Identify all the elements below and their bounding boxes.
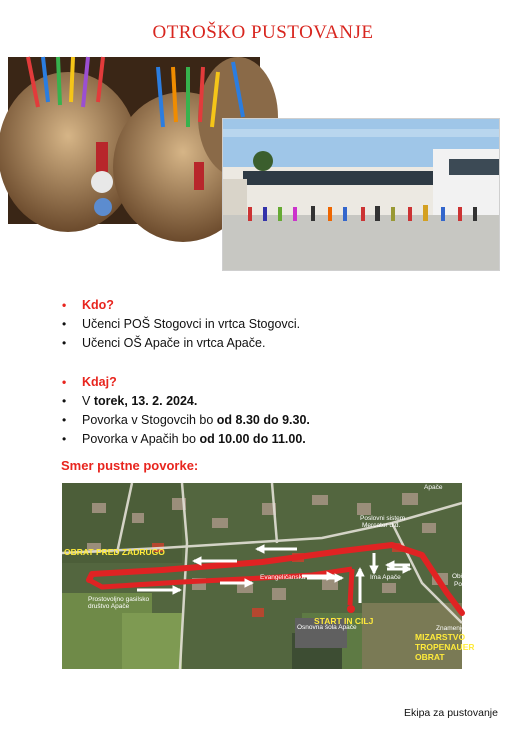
when-heading: Kdaj? bbox=[82, 375, 117, 389]
footer-signature: Ekipa za pustovanje bbox=[404, 707, 498, 719]
map-label-post: Pošta Apače bbox=[454, 581, 491, 588]
map-label-fire-dept: društvo Apače bbox=[88, 603, 130, 610]
bullet-icon: • bbox=[62, 394, 67, 408]
map-label-street: Apače bbox=[424, 484, 443, 491]
stogovci-time: od 8.30 do 9.30. bbox=[216, 413, 310, 427]
start-finish-label: START IN CILJ bbox=[314, 616, 374, 626]
date-prefix: V bbox=[82, 394, 94, 408]
map-label-church: Evangeličanska bbox=[260, 574, 306, 581]
stogovci-prefix: Povorka v Stogovcih bo bbox=[82, 413, 217, 427]
bullet-icon: • bbox=[62, 432, 67, 446]
when-section bbox=[62, 373, 310, 449]
who-item: Učenci POŠ Stogovci in vrtca Stogovci. bbox=[82, 317, 301, 331]
mizarstvo-label: MIZARSTVO bbox=[415, 632, 466, 642]
list-item bbox=[62, 392, 310, 411]
map-label-fire-dept: Prostovoljno gasilsko bbox=[88, 596, 150, 603]
who-item: Učenci OŠ Apače in vrtca Apače. bbox=[82, 336, 266, 350]
list-item bbox=[62, 315, 300, 334]
who-heading: Kdo? bbox=[82, 298, 114, 312]
when-heading-item bbox=[62, 373, 310, 392]
map-label-mercator: Mercator d.d. bbox=[362, 522, 401, 529]
who-section bbox=[62, 296, 300, 353]
mizarstvo-label: OBRAT bbox=[415, 652, 445, 662]
bullet-icon: • bbox=[62, 298, 67, 312]
list-item bbox=[62, 430, 310, 449]
turnaround-label: OBRAT PRED ZADRUGO bbox=[64, 547, 165, 557]
page-title: OTROŠKO PUSTOVANJE bbox=[152, 22, 374, 43]
who-heading-item bbox=[62, 296, 300, 315]
bullet-icon: • bbox=[62, 375, 67, 389]
bullet-icon: • bbox=[62, 413, 67, 427]
apace-prefix: Povorka v Apačih bo bbox=[82, 432, 200, 446]
apace-time: od 10.00 do 11.00. bbox=[199, 432, 306, 446]
date-value: torek, 13. 2. 2024. bbox=[93, 394, 198, 408]
list-item bbox=[62, 411, 310, 430]
list-item bbox=[62, 334, 300, 353]
mizarstvo-label: TROPENAUER bbox=[415, 642, 475, 652]
start-marker bbox=[347, 605, 355, 613]
route-heading: Smer pustne povorke: bbox=[61, 458, 199, 473]
map-label-monument: Znamenje bbox=[436, 625, 465, 632]
bullet-icon: • bbox=[62, 336, 67, 350]
map-label-town: Občina Apače bbox=[452, 573, 493, 580]
school-gathering-photo bbox=[222, 118, 500, 271]
map-label-cafe: Ima Apače bbox=[370, 574, 401, 581]
map-label-mercator: Poslovni sistem bbox=[360, 515, 406, 522]
map-label-school: Osnovna šola Apače bbox=[297, 624, 357, 631]
route-map bbox=[62, 483, 493, 669]
bullet-icon: • bbox=[62, 317, 67, 331]
